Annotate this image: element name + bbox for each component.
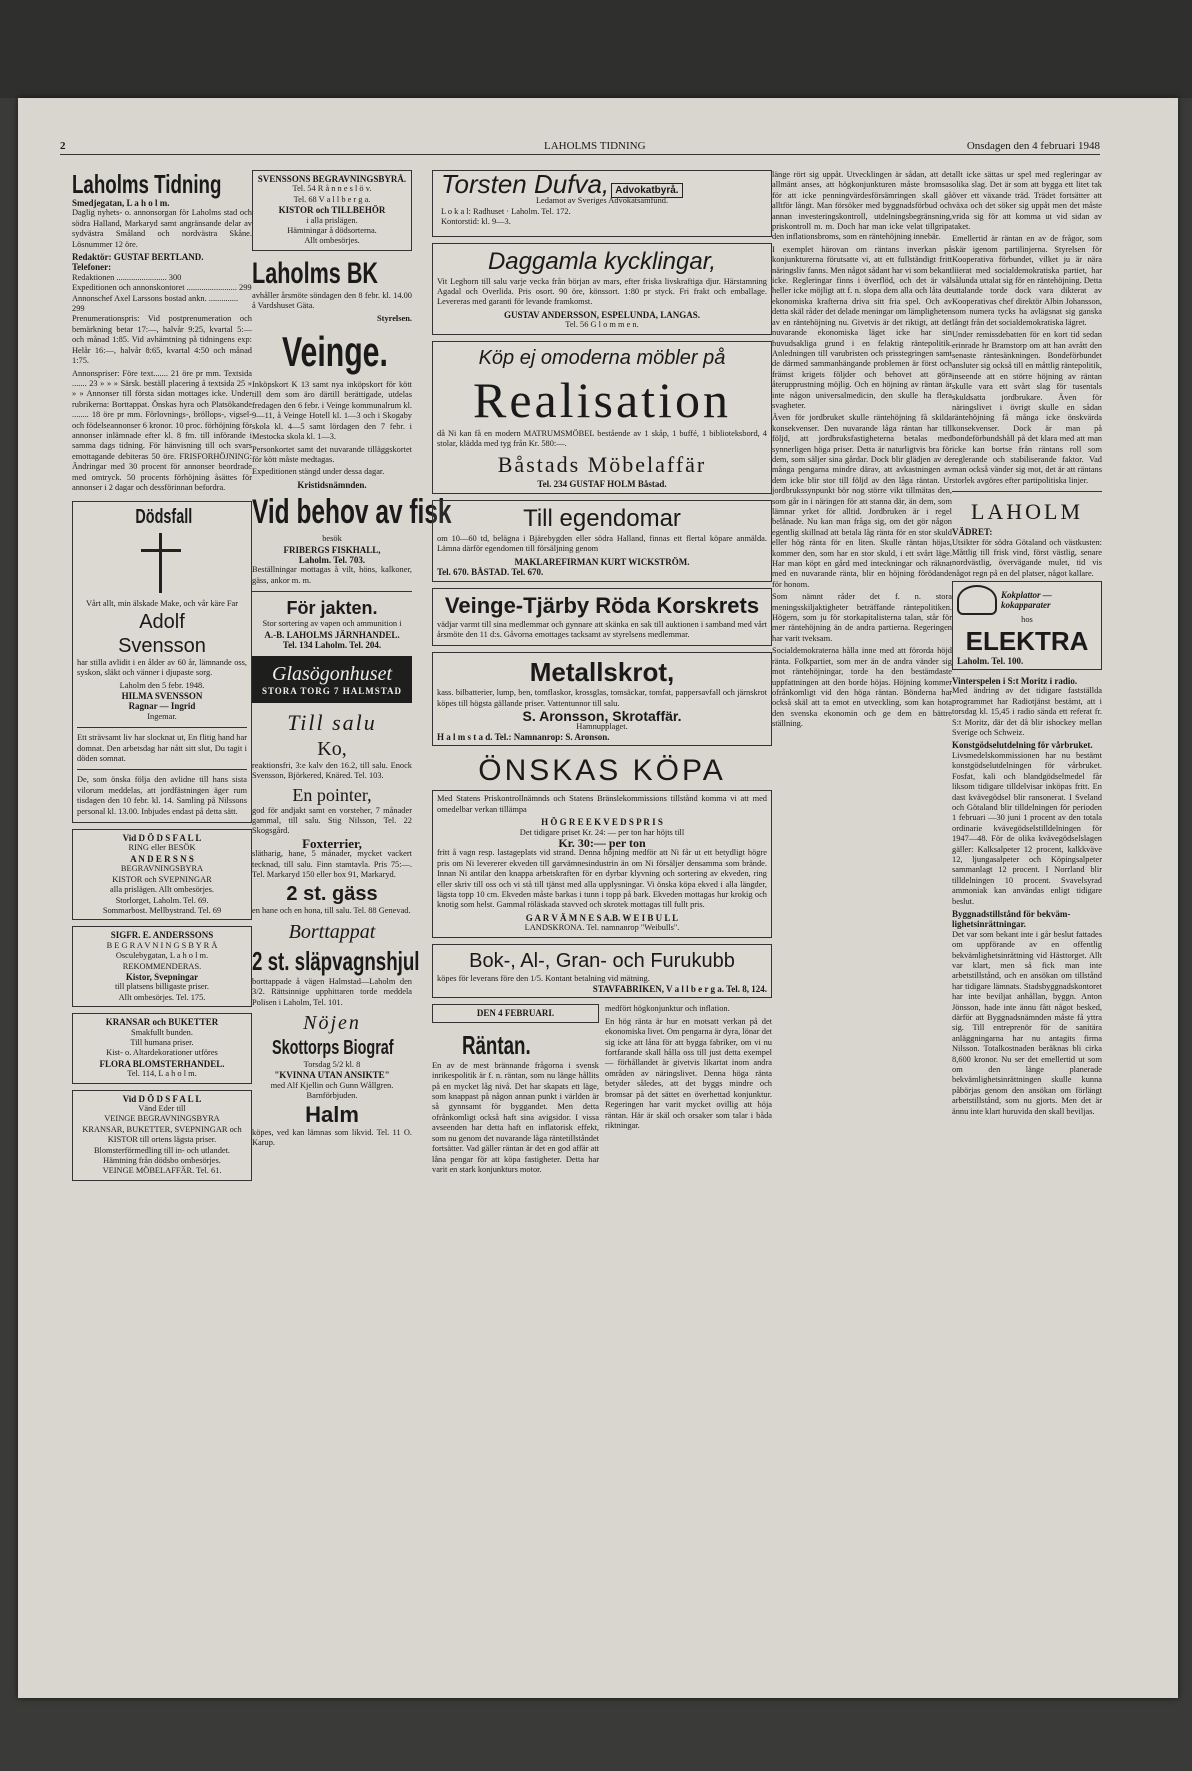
ad-line: VEINGE MÖBELAFFÄR. Tel. 61. <box>102 1166 222 1176</box>
ekved-text: fritt å vagn resp. lastageplats vid strand. Denna höjning medför att Ni får ut ett betydligt högre pris om Ni levererer ekveden till garvämnesindustrin än om Ni försäljer densamma som brände. Innan Ni antilar den knappa arbetskraften för en dyrbar klyvning och sortering av ekveden, ring eller skriv till oss och vi stå till tjänst med alla upplysningar. Vi önska köpa ekved i alla längder, lägsta topp 10 cm. Ekveden måste barkas i tunn i topp på bark. Ekveden mottagas hur krokig och knotig som helst. Gammal röläskada stavved och skrotek mottagas till fullt pris. <box>437 848 767 910</box>
metallskrot-ad <box>432 652 772 746</box>
korskrets-heading: Veinge-Tjärby Röda Korskrets <box>444 592 760 618</box>
egendomar-text: om 10—60 td, belägna i Bjärebygden eller södra Halland, finnas ett flertal köpare anmälda. Lämna därför egendomen till försäljning genom <box>437 533 767 554</box>
kycklingar-heading: Daggamla kycklingar, <box>487 247 717 275</box>
realisation-ad <box>432 341 772 494</box>
ad-line: alla prislägen. Allt ombesörjes. <box>110 885 214 895</box>
pointer-text: god för andjakt samt en vorsteher, 7 månader gammal, till salu. Stig Nilsson, Tel. 22 Skogsgård. <box>252 805 412 836</box>
news-text: Livsmedelskommissionen har nu bestämt konstgödselutdelningen för vårbruket. Fosfat, kali och blandgödselmedel får liksom tidigare tilldelvisar inköpas fritt. En dast kvävegödsel blir ransonerat. I Sveland och Götaland blir tilldelningen för perioden 1 februari —30 juni 1 procent av den totala ordinarie kvävegödselstilldelningen för 1947—48. För de olika kvävegödselslagen gäller: Kalksalpeter 12 procent, kalkkväve 12, ljungasalpeter och Köpingsalpeter sammanlagt 12 procent. I Norrland blir tilldelningen 10 procent. Svavelsyrad ammoniak kan användas enligt tidigare beslut. <box>952 750 1102 906</box>
page-number: 2 <box>60 140 66 152</box>
egendomar-ad <box>432 500 772 582</box>
ad-line: A N D E R S N S <box>130 853 194 864</box>
vadret-text: Utsikter för södra Götaland och västkusten: Måttlig till frisk vind, först västlig, senare nordvästlig, övervägande mulet, tid vis något regn på en del platser, något kallare. <box>952 537 1102 578</box>
editorial-text: allt icke sättas ur spel med regleringar av olika slag. Det är som att bygga ett litet tak över ett växande träd. Trädet fortsätter att växa och det söker sig uppåt men det måste vrida sig för att komma ut vid sidan av taket. <box>952 170 1102 232</box>
svenssons-ad <box>252 170 412 251</box>
till-salu-heading: Till salu <box>287 709 377 735</box>
jakten-firm: A.-B. LAHOLMS JÄRNHANDEL. <box>264 629 400 640</box>
cross-icon <box>77 529 247 599</box>
ad-line: till platsens billigaste priser. <box>115 982 209 992</box>
fisk-text2: Beställningar mottagas å vilt, höns, kalkoner, gäss, ankor m. m. <box>252 565 412 585</box>
ad-line: Hämtning från dödsbo ombesörjes. <box>103 1156 221 1166</box>
glasogonhuset-logo: Glasögonhuset <box>272 663 392 686</box>
editorial-col-b <box>605 1004 772 1177</box>
death-notice-text: har stilla avlidit i en ålder av 60 år, lämnande oss, syskon, släkt och vänner i djupaste sorg. <box>77 657 247 678</box>
death-notice-verse: Ett strävsamt liv har slocknat ut, En flitig hand har domnat. Den arbetsdag har nått sitt slut, Du tagit i döden somnat. <box>77 733 247 764</box>
news-text: Med ändring av det tidigare fastställda programmet har Radiotjänst bestämt, att i torsdag kl. 15,45 i radio sända ett referat fr. S:t Moritz, där det då blir ishockey mellan Sverige och Schweiz. <box>952 686 1102 738</box>
slapvagnshjul-heading: 2 st. släpvagnshjul <box>252 945 420 976</box>
ekved-intro: Med Statens Priskontrollnämnds och Statens Bränslekommissions tillstånd komma vi att med omedelbar verkan tillämpa <box>437 794 767 814</box>
death-notice <box>72 501 252 823</box>
ekved-sub: Det tidigare priset Kr. 24: — per ton har höjts till <box>519 827 685 837</box>
ad-line: Blomsterförmedling till in- och utlandet. <box>93 1145 231 1155</box>
korskrets-text: vädjar varmt till sina medlemmar och gynnare att skänka en sak till auktionen i samband med vårt årsmöte den 11 d:s. Gåvorna emottages tacksamt av styrelsens medlemmar. <box>437 619 767 639</box>
ad-title: SVENSSONS BEGRAVNINGSBYRÅ. <box>257 174 407 184</box>
ekved-ad <box>432 790 772 937</box>
family-member: Ragnar — Ingrid <box>128 701 196 712</box>
fisk-name: FRIBERGS FISKHALL, <box>283 544 381 555</box>
skottorp-cast: med Alf Kjellin och Gunn Wållgren. Barnförbjuden. <box>270 1080 394 1101</box>
editorial-text: En av de mest brännande frågorna i svensk inrikespolitik är f. n. räntan, som nu länge hållits på en mycket låg nivå. Det har skapats ett läge, som knappast på någon annan punkt i världen är så gynnsamt för byggandet. Men detta ofrånkomligt också haft sina avigsidor. I vissa avseenden har detta haft en inflatorisk effekt, som nu genom det nuvarande låga räntetillståndet fortsätter. Vad gäller räntan är det en god affär att låna pengar för att köpa fastigheter. Detta har varit en stark konjunkturs motor. <box>432 1060 599 1174</box>
tel-line: Expeditionen och annonskontoret ........................ 299 <box>72 283 252 293</box>
ad-line: RING eller BESÖK <box>128 843 196 853</box>
prenumeration-text: Prenumerationspris: Vid postprenumeration och bemärkning betar 17:—, halvår 9:25, kvartal 5:— och månad 1:85. Vid avhämtning på tidningens exp: Helår 16:—, halvår 8:65, kvartal 4:50 och månad 1:75. <box>72 314 252 366</box>
ad-line: Kistor, Svepningar <box>125 971 199 982</box>
onskas-kopa-heading: ÖNSKAS KÖPA <box>478 754 726 788</box>
ad-line: Till humana priser. <box>130 1037 194 1047</box>
funeral-ad <box>72 829 252 920</box>
dufva-kontorstid: Kontorstid: kl. 9—3. <box>441 217 511 227</box>
flower-ad <box>72 1013 252 1083</box>
mobler-heading: Köp ej omoderna möbler på <box>478 346 726 369</box>
veinge-text: Personkortet samt det nuvarande tilläggskortet för kött måste medtagas. <box>252 444 412 464</box>
death-notice-line1: Vårt allt, min älskade Make, och vår käre Far <box>85 599 239 609</box>
veinge-sign: Kristidsnämnden. <box>297 479 367 490</box>
ad-line: BEGRAVNINGSBYRA <box>120 864 204 874</box>
elektra-hos: hos <box>1021 615 1033 625</box>
egendomar-firm: MAKLAREFIRMAN KURT WICKSTRÖM. <box>514 556 690 567</box>
ad-title: Vid D Ö D S F A L L <box>122 833 202 844</box>
elektra-heading: ELEKTRA <box>965 625 1089 656</box>
news-heading: Konstgödselutdelning för vårbruket. <box>952 740 1093 751</box>
editorial-text: Under remissdebatten för en kort tid sedan erinrade hr Bramstorp om att han avrått den senaste räntesänkningen. Bondeförbundet ansluter sig också till en måttlig räntepolitik, inseende att en större höjning av räntan skulle vara ett svårt slag för tusentals skuldsatta jordbrukare. Även för näringslivet i övrigt skulle en sådan räntehöjning få många icke önskvärda konsekvenser. Dock är man på bondeförbundshåll på det klara med att man icke kan bortse från räntans roll som reglerande och stabiliserande faktor. Vad man också vänder sig mot, det är att räntans storlek avgöres efter partipolitiska linjer. <box>952 330 1102 485</box>
jakten-text: Stor sortering av vapen och ammunition i <box>262 619 402 629</box>
editorial-date: DEN 4 FEBRUARI. <box>432 1004 599 1022</box>
bastads-line: Tel. 234 GUSTAF HOLM Båstad. <box>537 479 667 490</box>
issue-date: Onsdagen den 4 februari 1948 <box>966 140 1100 152</box>
metallskrot-firm: S. Aronsson, Skrotaffär. <box>522 708 682 725</box>
borttappat-heading: Borttappat <box>288 920 376 943</box>
glasogonhuset-ad <box>252 656 412 702</box>
laholms-bk-text: avhåller årsmöte söndagen den 8 febr. kl. 14.00 å Vardshuset Gäta. <box>252 290 412 311</box>
skottorp-date: Torsdag 5/2 kl. 8 <box>303 1060 361 1070</box>
ad-line: i alla prislägen. <box>306 215 358 225</box>
ekved-firm: G A R V Ä M N E S A.B. W E I B U L L <box>525 912 679 923</box>
page-header <box>60 140 1100 155</box>
gass-heading: 2 st. gäss <box>286 883 378 906</box>
column-4 <box>772 170 952 1650</box>
ad-line: Hämtningar å dödsorterna. <box>287 226 377 236</box>
editorial-section <box>432 1004 772 1177</box>
ad-line: Osculebygatan, L a h o l m. <box>115 951 209 961</box>
ad-line: Tel. 68 V a l l b e r g a. <box>293 194 371 204</box>
editorial-text: Emellertid är räntan en av de frågor, som skär igenom partilinjerna. Styrelsen för Kooperativa förbundet, vilket ju är nära liierat med socialdemokratiska partiet, har sålunda uttalat sig för en räntehöjning. Detta uttalande torde dock vara dikterat av Kooperativas chef direktör Albin Johansson, som numera tycks ha avlägsnat sig ganska långt från det socialdemokratiska lägret. <box>952 234 1102 327</box>
ad-line: Tel. 114, L a h o l m. <box>127 1069 197 1079</box>
editorial-text: Även för jordbruket skulle räntehöjning få skilda konsekvenser. Den nuvarande låga räntan har till följd, att jordbruksfastigheterna betalas med synnerligen höga priser. Detta är naturligtvis bra för dem, som säljer sina gårdar. Dock blir glädjen av de många pengarna mindre därav, att avkastningen av dem icke blir stor till följd av den låga räntan. Ur jordbrukssynpunkt bör nog större vikt tillmätas den, som går in i näringen för att stanna där, än dem, som lämnar yrket för alltid. Jordbruken är i regel belånade. Nu kan man fråga sig, om det gör någon egentlig skillnad att betala låg ränta för en stor skuld eller hög ränta för en liten. Skulle räntan höjas, kommer den, som har en stor skuld, i ett svårt läge. Har man köpt en gård med inteckningar och räknat med en nuvarande ränta, blir en höjning förödande för honom. <box>772 413 952 589</box>
tel-line: Redaktionen ........................ 300 <box>72 272 182 282</box>
editorial-text: medfört högkonjunktur och inflation. <box>605 1004 730 1014</box>
jakten-tel: Tel. 134 Laholm. Tel. 204. <box>282 639 382 650</box>
ad-line: Smakfullt bunden. <box>131 1027 193 1037</box>
korskrets-ad <box>432 588 772 647</box>
ad-line: KRANSAR, BUKETTER, SVEPNINGAR och KISTOR till ortens lägsta priser. <box>82 1124 242 1145</box>
foxterrier-text: slätharig, hane, 5 månader, mycket vackert tecknad, till salu. Finn stamtavla. Pris 75:—. Tel. Markaryd 150 eller box 91, Markaryd. <box>252 849 412 880</box>
divider <box>77 769 247 770</box>
editorial-col-a <box>432 1004 599 1177</box>
ko-text: reaktionsfri, 3:e kalv den 16.2, till salu. Enock Svensson, Björkered, Knäred. Tel. 103. <box>252 760 412 781</box>
ad-title: KRANSAR och BUKETTER <box>105 1017 219 1028</box>
veinge-heading: Veinge. <box>282 328 388 376</box>
pointer-heading: En pointer, <box>292 784 372 805</box>
kycklingar-text: Vit Leghorn till salu varje vecka från början av mars, efter friska livskraftiga djur. Härstamning Agadal och Overlida. Pris osort. 90 öre, könssort. 1:80 pr styck. Fri frakt och emballage. Levereras med garanti för levande framkomst. <box>437 276 767 307</box>
elektra-ad <box>952 581 1102 670</box>
funeral-notice: De, som önska följa den avlidne till hans sista vilorum meddelas, att jordfästningen äger rum tisdagen den 10 febr. kl. 14. Samling på Nilssons personal kl. 13.00. Inbjudes endast på detta sätt. <box>77 775 247 816</box>
advokatbyra-label: Advokatbyrå. <box>611 183 682 198</box>
death-notice-place-date: Laholm den 5 febr. 1948. <box>119 680 205 690</box>
ekved-place: LANDSKRONA. Tel. namnanrop "Weibulls". <box>524 923 680 933</box>
ekved-price: Kr. 30:— per ton <box>558 835 646 850</box>
foxterrier-heading: Foxterrier, <box>302 835 362 851</box>
kycklingar-firm: GUSTAV ANDERSSON, ESPELUNDA, LANGAS. <box>503 309 701 320</box>
ad-line: VEINGE BEGRAVNINGSBYRA <box>104 1114 220 1124</box>
ad-title: Vid D Ö D S F A L L <box>122 1093 202 1104</box>
paper-address: Smedjegatan, L a h o l m. <box>72 198 170 208</box>
column-5 <box>952 170 1102 1650</box>
metallskrot-tel: H a l m s t a d. Tel.: Namnanrop: S. Aronson. <box>437 731 610 742</box>
fisk-place: Laholm. Tel. 703. <box>298 554 366 565</box>
ad-line: KISTOR och TILLBEHÖR <box>278 205 386 216</box>
family-member: Ingemar. <box>147 711 177 721</box>
furukubb-text: köpes för leverans före den 1/5. Kontant betalning vid mätning. <box>437 973 650 983</box>
ad-line: Allt ombesörjes. Tel. 175. <box>118 992 206 1002</box>
tel-line: Annonschef Axel Larssons bostad ankn. .............. 299 <box>72 293 239 314</box>
ad-title: SIGFR. E. ANDERSSONS <box>110 930 214 941</box>
kokplattor-label: Kokplattor — <box>1001 589 1052 600</box>
laholm-heading: LAHOLM <box>970 499 1084 525</box>
ad-line: FLORA BLOMSTERHANDEL. <box>99 1058 225 1069</box>
laholms-bk-heading: Laholms BK <box>252 256 379 290</box>
deceased-first-name: Adolf <box>139 610 185 633</box>
ad-line: Storlorget, Laholm. Tel. 69. <box>115 895 209 905</box>
dufva-name: Torsten Dufva, <box>441 169 610 199</box>
editorial-heading: Räntan. <box>462 1029 531 1060</box>
skottorp-heading: Skottorps Biograf <box>272 1037 394 1060</box>
editorial-text: En hög ränta är hur en motsatt verkan på det ekonomiska livet. Om pengarna är dyra, lönar det sig icke att låna för att bygga fabriker, om vi nu fortfarande skall hålla oss till just detta exempel — förhållandet är givetvis likartat inom andra områden av näringslivet. Denna höga ränta betyder således, att det byggs mindre och bromsar på det sättet en överhettad konjunktur. Regeringen har varit mycket ovillig att höja räntan. Här är skäl och orsaker som talar i båda riktningar. <box>605 1016 772 1130</box>
ad-line: Kist- o. Altardekorationer utföres <box>106 1048 218 1058</box>
ad-line: Vänd Eder till <box>138 1104 186 1113</box>
egendomar-tel: Tel. 670. BÅSTAD. Tel. 670. <box>437 567 544 578</box>
ko-heading: Ko, <box>317 737 347 760</box>
ekved-title: H Ö G R E E K V E D S P R I S <box>541 817 663 828</box>
jakten-heading: För jakten. <box>286 598 378 619</box>
ad-line: Allt ombesörjes. <box>304 236 360 246</box>
realisation-heading: Realisation <box>473 371 731 428</box>
egendomar-heading: Till egendomar <box>523 504 681 532</box>
bastads-heading: Båstads Möbelaffär <box>497 452 707 478</box>
funeral-ad <box>72 926 252 1007</box>
veinge-text: Expeditionen stängd under dessa dagar. <box>252 467 385 477</box>
furukubb-ad <box>432 944 772 999</box>
editorial-text: Socialdemokraterna hålla inne med att förorda höjd ränta. Folkpartiet, som mer än de andra vänder sig mot räntehöjningar, torde ha den bestämdaste uppfattningen att den borde höjas. Höjning kommer ofrånkomligt vid den höga räntan. Bönderna har också skäl att ta emot en utveckling, som kan hota den svenska ekonomin och ge dem en bättre ställning. <box>772 646 952 729</box>
halm-heading: Halm <box>305 1101 359 1127</box>
kycklingar-ad <box>432 243 772 335</box>
realisation-text: då Ni kan få en modern MATRUMSMÖBEL bestående av 1 skåp, 1 buffé, 1 biblioteksbord, 4 stolar, klädda med tyg från Kr. 580:—. <box>437 428 767 449</box>
dufva-ad <box>432 170 772 237</box>
ad-line: B E G R A V N I N G S B Y R Å <box>106 940 218 950</box>
metallskrot-text: kass. bilbatterier, lump, ben, tomflaskor, krossglas, tomsäckar, tomfat, pappersavfall och järnskrot köpes till högsta gällande priser. Vattentunnor till salu. <box>437 688 767 708</box>
editor-line: Redaktör: GUSTAF BERTLAND. <box>72 252 204 263</box>
editorial-text: länge rört sig uppåt. Utvecklingen är sådan, att det allmänt anses, att högkonjunkturen måste bromsas för att icke penningvärdesförsämringen skall gå alltför långt. Man försöker med byggnadsförbud och annan investeringskontroll, utdelningsbegränsning, priskontroll m. m. Doch har man icke velat tillgripa den inflationsbroms, som en räntehöjning innebär. <box>772 170 952 242</box>
scan-top-band <box>0 0 1192 98</box>
telefoner-label: Telefoner: <box>72 262 112 273</box>
column-3 <box>432 170 772 1650</box>
halm-text: köpes, ved kan lämnas som likvid. Tel. 11 O. Karup. <box>252 1127 412 1148</box>
dufva-sub: Ledamot av Sveriges Advokatsamfund. <box>535 196 669 206</box>
kokapparater-label: kokapparater <box>1001 600 1051 611</box>
metallskrot-place: Hamnupplaget. <box>576 721 628 731</box>
metallskrot-heading: Metallskrot, <box>529 657 675 688</box>
funeral-ad <box>72 1090 252 1181</box>
paper-intro: Daglig nyhets- o. annonsorgan för Laholms stad och södra Halland, Markaryd samt angränsande delar av sydvästra Småland och nordvästra Skåne. Lösnummer 12 öre. <box>72 208 252 249</box>
vadret-heading: VÄDRET: <box>952 527 993 538</box>
deceased-last-name: Svensson <box>118 634 206 657</box>
family-member: HILMA SVENSSON <box>121 691 203 701</box>
ad-line: Sommarbost. Mellbystrand. Tel. 69 <box>102 905 222 915</box>
news-heading: Byggnadstillstånd för bekvämlighetsinrättningar. <box>952 908 1071 930</box>
ad-line: Tel. 54 R å n n e s l ö v. <box>292 184 372 194</box>
death-notice-heading: Dödsfall <box>135 506 193 529</box>
column-2 <box>252 170 452 1650</box>
furukubb-firm: STAVFABRIKEN, V a l l b e r g a. Tel. 8, 124. <box>592 984 767 995</box>
furukubb-heading: Bok-, Al-, Gran- och Furukubb <box>469 949 735 972</box>
slapvagnshjul-text: borttappade å vägen Halmstad—Laholm den 3/2. Rättsinnige upphittaren torde meddela Polisen i Laholm, Tel. 101. <box>252 976 412 1007</box>
kettle-icon <box>957 585 997 615</box>
paper-name: LAHOLMS TIDNING <box>544 140 646 152</box>
gass-text: en hane och en hona, till salu. Tel. 88 Genevad. <box>252 906 411 916</box>
editorial-text: Som nämnt råder det f. n. stora meningsskiljaktigheter beträffande räntepolitiken. Högern, som ju för storkapitalisterna talan, står för mer räntehöjning än de andra partierna. Regeringen har varit tveksam. <box>772 592 952 643</box>
fisk-text: besök <box>322 534 342 544</box>
news-text: Det var som bekant inte i går beslut fattades om uppförande av en offentlig bekvämlighetsinrättning vid Hästtorget. Allt var klart, men så fick man inte arbetstillstånd, och en ansökan om tillstånd har tidigare lämnats. Stadsbyggnadskontoret har inte beviljat anhållan, byggn. Anton Jönsson, hade inte ännu fått något besked, därför att Byggnadsnämnden måste få yttra sig. Till entreprenör för de sanitära anläggningarna har nu antagits firma Nilsson. Totalkostnaden beräknas bli cirka 8,600 kronor. Nu ser det emellertid ut som om den länge planerade bekvämlighetsinrättningen skulle kunna påbörjas genom den ansökan om förlängt arbetstillstånd, som nu gjorts. Men det är ännu inte klart huruvida den skall beviljas. <box>952 929 1102 1116</box>
skottorp-film: "KVINNA UTAN ANSIKTE" <box>274 1070 390 1081</box>
veinge-text: Inköpskort K 13 samt nya inköpskort för kött till dem som äro därtill berättigade, utdelas fredagen den 6 febr. i Veinge kommunalrum kl. 9—11, å Veinge Hotell kl. 1—3 och i Skogaby skola kl. 4—5 samt lördagen den 7 febr. i Mestocka skola kl. 1—3. <box>252 380 412 442</box>
paper-title: Laholms Tidning <box>72 169 222 199</box>
ad-line: REKOMMENDERAS. <box>122 961 202 971</box>
fisk-heading: Vid behov av fisk <box>252 493 452 532</box>
kycklingar-tel: Tel. 56 G l o m m e n. <box>565 320 639 330</box>
glasogonhuset-address: STORA TORG 7 HALMSTAD <box>261 686 403 697</box>
editorial-text: I exemplet härovan om räntans inverkan på konjunkturerna förutsatte vi, att ett fullständigt fritt näringsliv fanns. Men något sådant har vi som bekant icke. Regleringar finns i överflöd, och det är väl heller icke möjligt att f. n. slopa dem alla och låta de ekonomiska krafterna driva sitt fria spel. Och av detta skäl råder det delade meningar om lämpligheten av en räntehöjning nu. Givetvis är det riktigt, att det nuvarande ekonomiska läget icke har sin huvudsakliga grund i en felaktig räntepolitik. Anledningen till varubristen och prisstegringen samt de därmed sammanhängande problemen är först och främst krigets följder och behovet att göra återupprustning möjlig. Och en höjning av räntan är inte någon universalmedicin, den skulle ha flera svagheter. <box>772 244 952 410</box>
nojen-heading: Nöjen <box>303 1012 361 1035</box>
annonspriser-text: Annonspriser: Före text....... 21 öre pr mm. Textsida ....... 23 » » » Särsk. beställ placering å textsida 25 » » » Annonser till första sidan mottages icke. Under rubrikerna: Borttappat. Önskas hyra och Platsökande ........ 18 öre pr mm. Förlovnings-, bröllops-, vigsel- och födelseannonser 6 kronor. 10 proc. förhöjning för annonser inlämnade efter kl. 8 fm. till införande i samma dags tidning. För hänvisning till och svars emottagande debiteras 50 öre. FRISFORHÖJNING: Ändringar med 30 procent för annonser beordrade med omtryck. 50 procents förhöjning åsättes för annonser i 2 dagar och dessförinnan befordra. <box>72 368 252 492</box>
dufva-lokal: L o k a l: Radhuset · Laholm. Tel. 172. <box>441 206 571 216</box>
column-1 <box>72 170 252 1650</box>
laholms-bk-sign: Styrelsen. <box>377 313 412 323</box>
divider <box>77 727 247 728</box>
elektra-line: Laholm. Tel. 100. <box>957 655 1024 666</box>
ad-line: KISTOR och SVEPNINGAR <box>112 874 212 884</box>
news-heading: Vinterspelen i S:t Moritz i radio. <box>952 676 1078 687</box>
